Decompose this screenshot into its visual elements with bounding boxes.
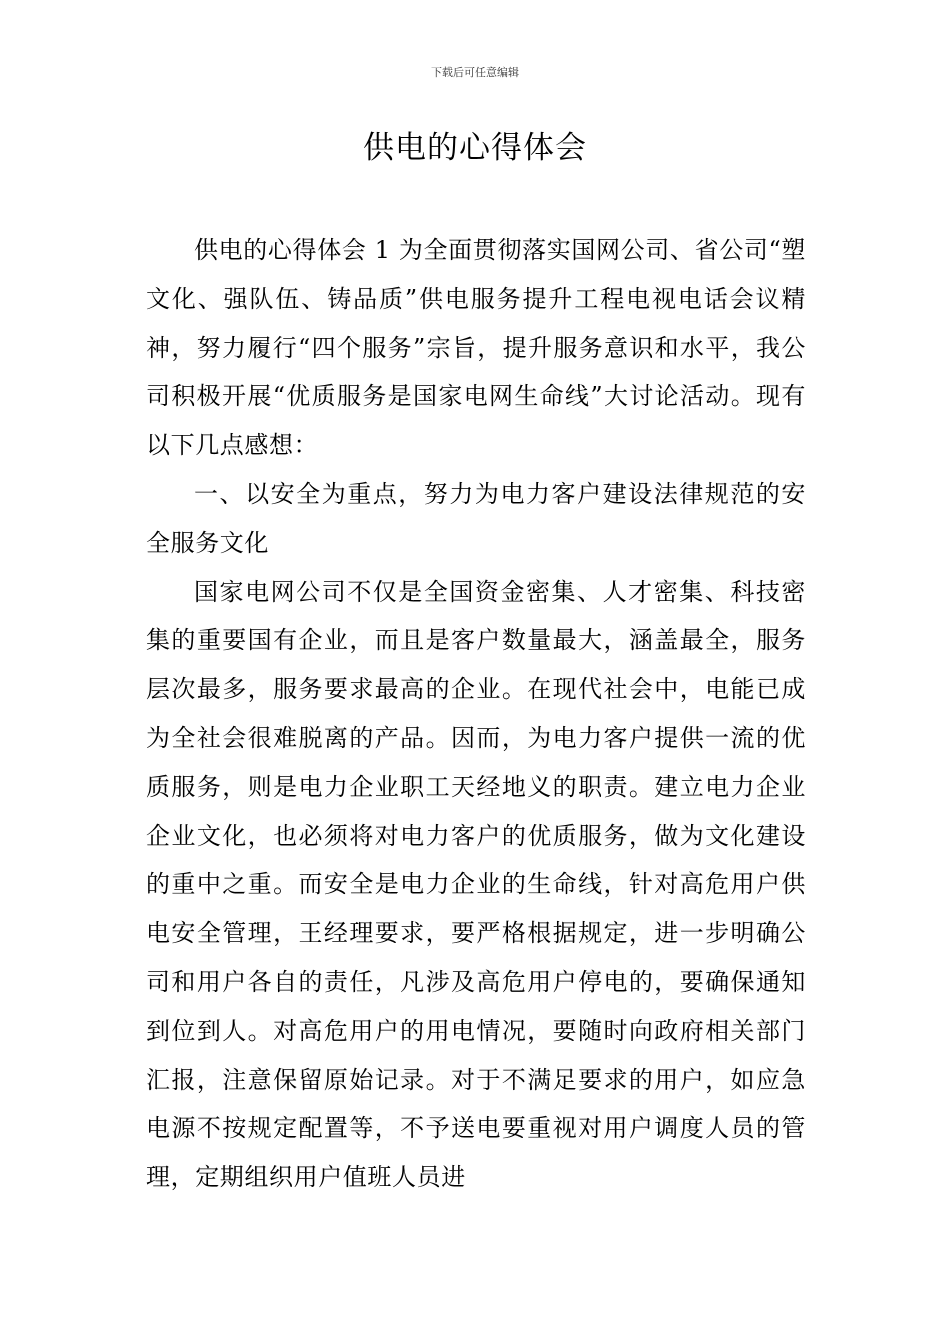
paragraph-section-heading: 一、以安全为重点，努力为电力客户建设法律规范的安全服务文化 bbox=[146, 479, 806, 557]
paragraph-intro: 供电的心得体会 1 为全面贯彻落实国网公司、省公司“塑文化、强队伍、铸品质”供电服务提升工程电视电话会议精神，努力履行“四个服务”宗旨，提升服务意识和水平，我公司积极开展“优质服务是国家电网生命线”大讨论活动。现有以下几点感想： bbox=[146, 236, 806, 460]
document-body bbox=[146, 226, 806, 1202]
page-title: 供电的心得体会 bbox=[363, 130, 587, 166]
header-note: 下载后可任意编辑 bbox=[431, 66, 519, 79]
paragraph-body: 国家电网公司不仅是全国资金密集、人才密集、科技密集的重要国有企业，而且是客户数量最大，涵盖最全，服务层次最多，服务要求最高的企业。在现代社会中，电能已成为全社会很难脱离的产品。因而，为电力客户提供一流的优质服务，则是电力企业职工天经地义的职责。建立电力企业企业文化，也必须将对电力客户的优质服务，做为文化建设的重中之重。而安全是电力企业的生命线，针对高危用户供电安全管理，王经理要求，要严格根据规定，进一步明确公司和用户各自的责任，凡涉及高危用户停电的，要确保通知到位到人。对高危用户的用电情况，要随时向政府相关部门汇报，注意保留原始记录。对于不满足要求的用户，如应急电源不按规定配置等，不予送电要重视对用户调度人员的管理，定期组织用户值班人员进 bbox=[146, 577, 806, 1192]
